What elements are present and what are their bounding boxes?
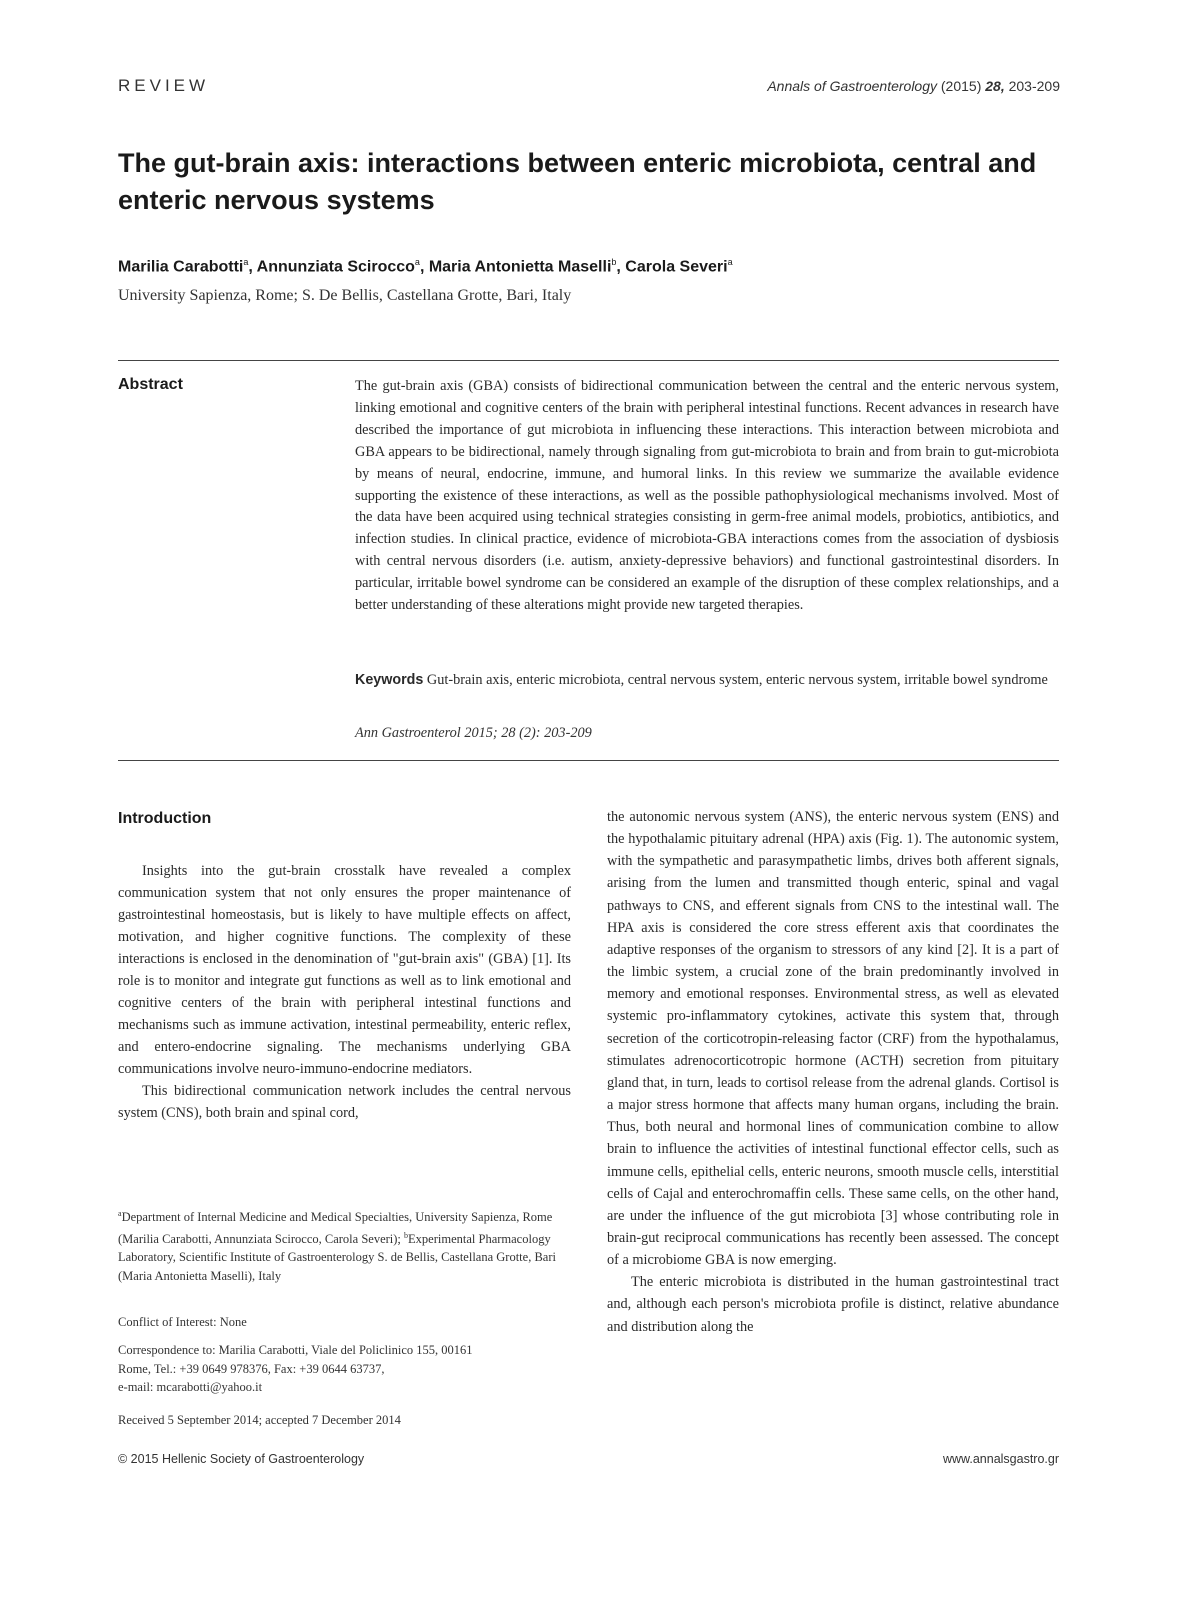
correspondence-line: Rome, Tel.: +39 0649 978376, Fax: +39 0644 63737, (118, 1361, 385, 1376)
keywords-list: Gut-brain axis, enteric microbiota, central nervous system, enteric nervous system, irritable bowel syndrome (423, 672, 1048, 688)
article-title: The gut-brain axis: interactions between enteric microbiota, central and enteric nervous systems (118, 148, 1037, 215)
abstract-body: The gut-brain axis (GBA) consists of bidirectional communication between the central and the enteric nervous system, linking emotional and cognitive centers of the brain with peripheral intestinal functions. Recent advances in research have described the importance of gut microbiota in influencing these interactions. This interaction between microbiota and GBA appears to be bidirectional, namely through signaling from gut-microbiota to brain and from brain to gut-microbiota by means of neural, endocrine, immune, and humoral links. In this review we summarize the available evidence supporting the existence of these interactions, as well as the possible pathophysiological mechanisms involved. Most of the data have been acquired using technical strategies consisting in germ-free animal models, probiotics, antibiotics, and infection studies. In clinical practice, evidence of microbiota-GBA interactions comes from the association of dysbiosis with central nervous disorders (i.e. autism, anxiety-depressive behaviors) and functional gastrointestinal disorders. In particular, irritable bowel syndrome can be considered an example of the disruption of these complex relationships, and a better understanding of these alterations might provide new targeted therapies. (355, 378, 1059, 614)
author-list (118, 257, 1078, 276)
correspondence-line: Correspondence to: Marilia Carabotti, Viale del Policlinico 155, 00161 (118, 1343, 473, 1357)
journal-name: Annals of Gastroenterology (767, 78, 937, 94)
author-separator: , (248, 258, 257, 276)
affiliation-footnote (118, 1205, 571, 1285)
journal-pages: 203-209 (1004, 78, 1060, 94)
correspondence-email[interactable]: e-mail: mcarabotti@yahoo.it (118, 1380, 263, 1394)
author-affiliation-mark: b (611, 257, 617, 267)
paragraph: Insights into the gut-brain crosstalk have revealed a complex communication system that not only ensures the proper maintenance of gastrointestinal homeostasis, but is likely to have multiple effects on affect, motivation, and higher cognitive functions. The complexity of these interactions is enclosed in the denomination of "gut-brain axis" (GBA) [1]. Its role is to monitor and integrate gut functions as well as to link emotional and cognitive centers of the brain with peripheral intestinal functions and mechanisms such as immune activation, intestinal permeability, enteric reflex, and entero-endocrine signaling. The mechanisms underlying GBA communications involve neuro-immuno-endocrine mediators. (118, 863, 571, 1077)
paragraph: The enteric microbiota is distributed in the human gastrointestinal tract and, although each person's microbiota profile is distinct, relative abundance and distribution along the (607, 1274, 1059, 1335)
author-separator: , (419, 258, 429, 276)
section-label: REVIEW (118, 76, 210, 95)
author-affiliation-mark: a (727, 257, 733, 267)
author-affiliation-mark: a (243, 257, 249, 267)
divider-bottom (118, 760, 1059, 761)
author-separator: , (616, 258, 626, 276)
author-name: Marilia Carabotti (118, 258, 244, 276)
paragraph: the autonomic nervous system (ANS), the enteric nervous system (ENS) and the hypothalamic pituitary adrenal (HPA) axis (Fig. 1). The autonomic system, with the sympathetic and parasympathetic limbs, drives both afferent signals, arising from the lumen and transmitted though enteric, spinal and vagal pathways to CNS, and efferent signals from CNS to the intestinal wall. The HPA axis is considered the core stress efferent axis that coordinates the adaptive responses of the organism to stressors of any kind [2]. It is a part of the limbic system, a crucial zone of the brain predominantly involved in memory and emotional responses. Environmental stress, as well as elevated systemic pro-inflammatory cytokines, activate this system that, through secretion of the corticotropin-releasing factor (CRF) from the hypothalamus, stimulates adrenocorticotropic hormone (ACTH) secretion from pituitary gland that, in turn, leads to cortisol release from the adrenal glands. Cortisol is a major stress hormone that affects many human organs, including the brain. Thus, both neural and hormonal lines of communication combine to allow brain to influence the activities of intestinal functional effector cells, such as immune cells, epithelial cells, enteric neurons, smooth muscle cells, interstitial cells of Cajal and enterochromaffin cells. These same cells, on the other hand, are under the influence of the gut microbiota [3] whose contributing role in brain-gut reciprocal communications has recently been assessed. The concept of a microbiome GBA is now emerging. (607, 809, 1059, 1269)
journal-year: (2015) (937, 78, 986, 94)
divider-top (118, 360, 1059, 361)
keywords-label: Keywords (355, 672, 424, 688)
copyright-notice: © 2015 Hellenic Society of Gastroenterology (118, 1452, 365, 1466)
affiliation-line: University Sapienza, Rome; S. De Bellis, Castellana Grotte, Bari, Italy (118, 287, 572, 304)
author-name: Carola Severi (625, 258, 728, 276)
author-affiliation-mark: a (414, 257, 420, 267)
author-name: Maria Antonietta Maselli (428, 258, 612, 276)
citation-line: Ann Gastroenterol 2015; 28 (2): 203-209 (355, 725, 592, 741)
footnote-mark: b (404, 1230, 409, 1240)
footnote-mark: a (118, 1209, 122, 1218)
correspondence-block (118, 1341, 571, 1397)
abstract-heading: Abstract (118, 376, 183, 393)
paragraph: This bidirectional communication network includes the central nervous system (CNS), both brain and spinal cord, (118, 1083, 571, 1121)
journal-website-link[interactable]: www.annalsgastro.gr (942, 1452, 1059, 1466)
author-name: Annunziata Scirocco (256, 258, 415, 276)
footnote-affiliation-b: Experimental Pharmacology Laboratory, Scientific Institute of Gastroenterology S. de Bellis, Castellana Grotte, Bari (Maria Antonietta Maselli), Italy (118, 1231, 556, 1283)
journal-volume: 28, (985, 78, 1005, 94)
right-column (607, 806, 1059, 1338)
left-column (118, 860, 571, 1124)
keywords-line (355, 670, 1059, 692)
conflict-of-interest: Conflict of Interest: None (118, 1315, 247, 1329)
received-dates: Received 5 September 2014; accepted 7 December 2014 (118, 1413, 401, 1427)
introduction-heading: Introduction (118, 810, 212, 827)
journal-reference (767, 78, 1060, 94)
footnote-affiliation-a: Department of Internal Medicine and Medical Specialties, University Sapienza, Rome (Marilia Carabotti, Annunziata Scirocco, Carola Severi); (118, 1210, 553, 1246)
